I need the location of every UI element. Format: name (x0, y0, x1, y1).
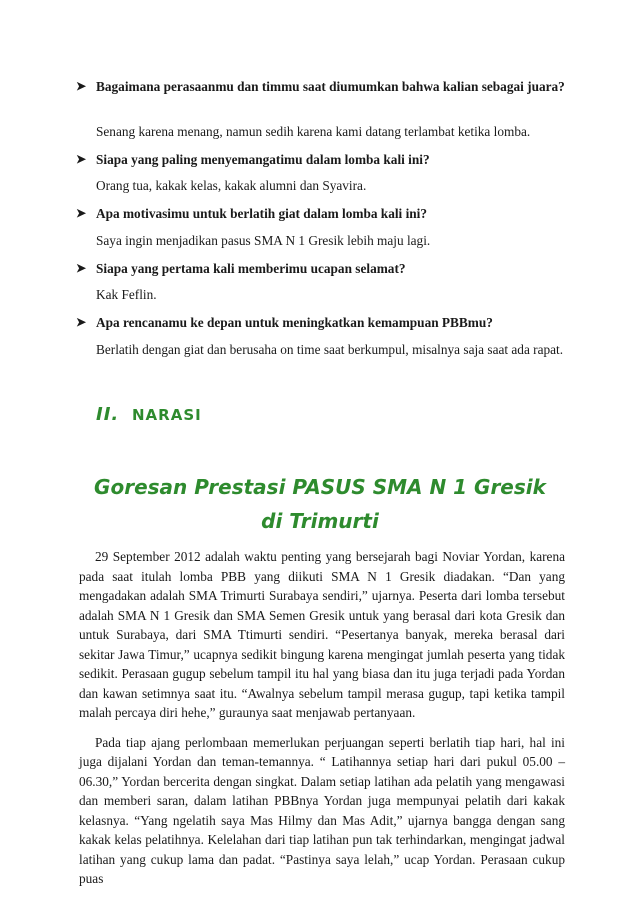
paragraph-2: Pada tiap ajang perlombaan memerlukan perjuangan seperti berlatih tiap hari, hal ini juga dijalani Yordan dan teman-temannya. “ Latihannya setiap hari dari pukul 05.00 – 06.30,” Yordan bercerita dengan singkat. Dalam setiap latihan ada pelatih yang mengawasi dan memberi saran, dalam latihan PBBnya Yordan juga mempunyai pelatih dari kakak kelasnya. “Yang ngelatih saya Mas Hilmy dan Mas Adit,” ujarnya bangga dengan sang kakak kelas pelatihnya. Kelelahan dari tiap latihan pun tak terhindarkan, mengingat jadwal latihan yang cukup lama dan padat. “Pastinya saya lelah,” ucap Yordan. Perasaan cukup puas (79, 734, 565, 886)
section-number: II. (96, 404, 120, 425)
arrow-bullet-icon: ➤ (76, 315, 87, 329)
article-body (79, 547, 565, 889)
question-text: Apa motivasimu untuk berlatih giat dalam lomba kali ini? (96, 206, 428, 221)
question-1 (76, 77, 566, 96)
question-text: Siapa yang pertama kali memberimu ucapan selamat? (96, 261, 406, 276)
question-text: Bagaimana perasaanmu dan timmu saat diumumkan bahwa kalian sebagai juara? (96, 79, 565, 94)
question-text: Siapa yang paling menyemangatimu dalam lomba kali ini? (96, 152, 430, 167)
arrow-bullet-icon: ➤ (76, 79, 87, 93)
answer-2: Orang tua, kakak kelas, kakak alumni dan Syavira. (96, 178, 367, 193)
question-5 (76, 313, 566, 332)
answer-4: Kak Feflin. (96, 287, 157, 302)
arrow-bullet-icon: ➤ (76, 261, 87, 275)
question-3 (76, 204, 566, 223)
question-2 (76, 150, 566, 169)
answer-1: Senang karena menang, namun sedih karena kami datang terlambat ketika lomba. (96, 124, 531, 139)
paragraph-1: 29 September 2012 adalah waktu penting yang bersejarah bagi Noviar Yordan, karena pada saat itulah lomba PBB yang diikuti SMA N 1 Gresik diadakan. “Dan yang mengadakan adalah SMA Trimurti Surabaya sendiri,” ujarnya. Peserta dari lomba tersebut adalah SMA N 1 Gresik dan SMA Semen Gresik untuk yang berasal dari kota Gresik dan untuk Surabaya, dari SMA Ttimurti sendiri. “Pesertanya banyak, mereka berasal dari sekitar Jawa Timur,” ucapnya sedikit bingung karena mengingat jumlah peserta yang tidak sedikit. Perasaan gugup sebelum tampil itu hal yang biasa dan itu juga terjadi pada Yordan dan kawan setimnya saat itu. “Awalnya sebelum tampil merasa gugup, tapi ketika tampil malah percaya diri hehe,” guraunya saat menjawab pertanyaan. (79, 549, 565, 720)
arrow-bullet-icon: ➤ (76, 206, 87, 220)
arrow-bullet-icon: ➤ (76, 152, 87, 166)
question-4 (76, 259, 566, 278)
answer-5: Berlatih dengan giat dan berusaha on time saat berkumpul, misalnya saja saat ada rapat. (96, 342, 564, 357)
answer-3: Saya ingin menjadikan pasus SMA N 1 Gresik lebih maju lagi. (96, 233, 431, 248)
article-title: Goresan Prestasi PASUS SMA N 1 Gresik di Trimurti (94, 475, 546, 533)
question-text: Apa rencanamu ke depan untuk meningkatkan kemampuan PBBmu? (96, 315, 493, 330)
section-name: NARASI (132, 406, 202, 424)
